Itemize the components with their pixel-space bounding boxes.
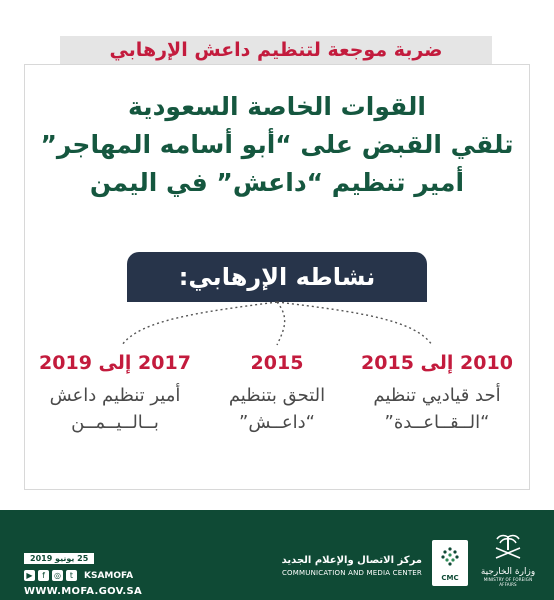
- media-center-name: [272, 555, 422, 577]
- connector-left: [122, 302, 277, 345]
- ministry-emblem-icon: [476, 532, 540, 594]
- activity-2-desc-2: “داعــش”: [239, 412, 315, 433]
- media-center-english: COMMUNICATION AND MEDIA CENTER: [281, 569, 422, 577]
- twitter-icon[interactable]: t: [66, 570, 77, 581]
- youtube-icon[interactable]: ▶: [24, 570, 35, 581]
- banner-text: ضربة موجعة لتنظيم داعش الإرهابي: [109, 39, 443, 61]
- activity-2-desc-1: التحق بتنظيم: [228, 385, 326, 406]
- activity-2: [192, 350, 362, 436]
- footer-contact: [24, 546, 142, 597]
- activity-1-years: 2010 إلى 2015: [361, 352, 513, 374]
- cmc-label: CMC: [441, 574, 459, 582]
- headline-line-3: أمير تنظيم “داعش” في اليمن: [89, 168, 465, 197]
- activity-1-desc-2: “الــقــاعــدة”: [384, 412, 490, 433]
- cmc-dots-icon: [440, 546, 460, 568]
- instagram-icon[interactable]: ◎: [52, 570, 63, 581]
- headline-line-1: القوات الخاصة السعودية: [128, 92, 426, 121]
- section-title: نشاطه الإرهابي:: [178, 263, 376, 291]
- activity-1: [352, 350, 522, 436]
- social-row: [24, 570, 142, 581]
- date-badge: 25 يونيو 2019: [24, 553, 94, 564]
- footer: [0, 510, 554, 600]
- media-center-arabic: مركز الاتصال والإعلام الجديد: [281, 555, 422, 566]
- social-handle[interactable]: KSAMOFA: [84, 570, 134, 581]
- website-link[interactable]: WWW.MOFA.GOV.SA: [24, 586, 143, 597]
- ministry-english: MINISTRY OF FOREIGN AFFAIRS: [483, 577, 533, 587]
- activity-3: [30, 350, 200, 436]
- activity-3-desc-2: بــالــيــمــن: [71, 412, 159, 433]
- activity-3-desc-1: أمير تنظيم داعش: [49, 385, 181, 406]
- connector-middle: [277, 302, 285, 345]
- palm-swords-icon: [491, 532, 525, 562]
- facebook-icon[interactable]: f: [38, 570, 49, 581]
- ministry-arabic: وزارة الخارجية: [480, 567, 536, 577]
- cmc-logo-icon: [432, 540, 468, 586]
- activity-3-years: 2017 إلى 2019: [39, 352, 191, 374]
- headline-line-2: تلقي القبض على “أبو أسامه المهاجر”: [40, 130, 514, 159]
- activity-1-desc-1: أحد قياديي تنظيم: [373, 385, 501, 406]
- activity-2-years: 2015: [250, 352, 304, 374]
- connector-right: [277, 302, 432, 345]
